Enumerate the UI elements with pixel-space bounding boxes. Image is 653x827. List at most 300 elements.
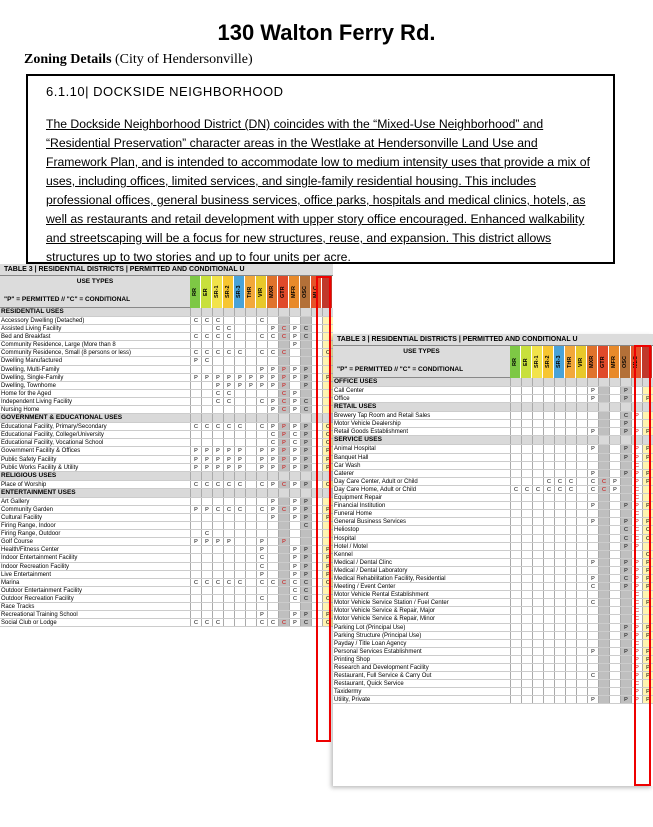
permission-cell [565,599,576,606]
table-row [333,502,653,510]
permission-cell [311,587,322,594]
permission-cell [598,680,609,687]
permission-cell [256,603,267,610]
permission-cell: C [234,506,245,513]
permission-cell [587,551,598,558]
permission-cell [201,563,212,570]
use-label: Day Care Center, Adult or Child [334,478,418,485]
permission-cell: P [267,374,278,381]
permission-cell [510,632,521,639]
permission-cell [543,428,554,435]
permission-cell: P [322,374,333,381]
permission-cell [223,366,234,373]
permission-cell: C [631,640,642,647]
permission-cell: C [212,423,223,430]
use-label: Taxidermy [334,689,362,696]
permission-cell [256,341,267,348]
section-label: RELIGIOUS USES [1,471,57,479]
permission-cell [223,431,234,438]
permission-cell [543,526,554,533]
permission-cell: C [278,398,289,405]
permission-cell [256,390,267,397]
permission-cell: C [543,486,554,493]
use-types-label: USE TYPES [76,278,114,285]
permission-cell: C [201,481,212,488]
permission-cell [598,615,609,622]
permission-cell [521,688,532,695]
zone-column-header: SR-3 [554,346,565,378]
empty-cell [201,489,212,497]
permission-cell: C [256,317,267,324]
permission-cell [543,664,554,671]
table-row [333,462,653,470]
permission-cell: P [620,567,631,574]
table-row [0,374,333,382]
permission-cell [587,591,598,598]
permission-cell: C [278,579,289,586]
permission-cell [245,611,256,618]
permission-cell [554,395,565,402]
permission-cell: C [532,486,543,493]
permission-cell: P [620,648,631,655]
permission-cell [576,599,587,606]
permission-cell [587,510,598,517]
permission-cell [311,571,322,578]
permission-cell [554,559,565,566]
permission-cell: P [631,648,642,655]
permission-cell: P [289,390,300,397]
permission-cell [256,522,267,529]
permission-cell: P [289,464,300,471]
permission-cell: P [322,514,333,521]
permission-cell [190,563,201,570]
use-label: Payday / Title Loan Agency [334,640,407,647]
permission-cell [245,431,256,438]
table-row [333,494,653,502]
permission-cell [521,640,532,647]
permission-cell [620,599,631,606]
permission-cell [576,664,587,671]
permission-cell [543,535,554,542]
permission-cell [554,607,565,614]
permission-cell [543,445,554,452]
permission-cell: P [631,664,642,671]
permission-cell [510,575,521,582]
permission-cell: C [278,619,289,626]
permission-cell: C [278,481,289,488]
permission-cell [201,390,212,397]
zone-column-header: ER [521,346,532,378]
permission-cell: P [631,583,642,590]
permission-cell [278,357,289,364]
permission-cell [598,664,609,671]
permission-cell [278,563,289,570]
permission-cell [532,632,543,639]
permission-cell: P [620,454,631,461]
permission-cell: P [300,514,311,521]
permission-cell: C [201,333,212,340]
permission-cell [322,382,333,389]
permission-cell [278,522,289,529]
table-row [0,579,333,587]
permission-cell [521,445,532,452]
permission-cell [234,538,245,545]
section-label: GOVERNMENT & EDUCATIONAL USES [1,414,123,422]
permission-cell: P [190,456,201,463]
permission-cell [311,464,322,471]
permission-cell: C [212,506,223,513]
empty-cell [245,308,256,316]
permission-cell [565,640,576,647]
permission-cell [223,498,234,505]
permission-cell: P [267,423,278,430]
permission-cell [267,530,278,537]
empty-cell [234,489,245,497]
permission-cell [234,325,245,332]
permission-cell: P [234,374,245,381]
permission-cell [300,357,311,364]
permission-cell [521,518,532,525]
permission-cell [212,603,223,610]
zone-column-header [322,276,333,308]
use-label: Medical / Dental Clinc [334,559,393,566]
empty-cell [278,472,289,480]
permission-cell: P [631,470,642,477]
permission-cell [190,325,201,332]
permission-cell [201,498,212,505]
permission-cell: P [587,518,598,525]
table-row [0,431,333,439]
permission-cell [609,688,620,695]
permission-cell: C [631,510,642,517]
permission-cell [245,579,256,586]
permission-cell [554,640,565,647]
permission-cell [565,696,576,703]
permission-cell [267,546,278,553]
permission-cell: P [322,563,333,570]
permission-cell [234,611,245,618]
permission-cell [554,502,565,509]
permission-cell [543,543,554,550]
permission-cell [289,357,300,364]
residential-table-left [0,264,333,744]
permission-cell: P [587,387,598,394]
permission-cell: C [256,619,267,626]
permission-cell: C [201,357,212,364]
permission-cell [245,398,256,405]
permission-cell: C [223,349,234,356]
permission-cell: P [278,447,289,454]
table-header-row [0,276,333,308]
permission-cell: P [190,464,201,471]
empty-cell [532,378,543,386]
permission-cell: P [267,498,278,505]
use-label: Recreational Training School [1,612,78,619]
permission-cell [245,357,256,364]
permission-cell [322,398,333,405]
permission-cell [543,420,554,427]
permission-cell [521,543,532,550]
permission-cell: P [300,611,311,618]
permission-cell [543,575,554,582]
permission-cell [609,502,620,509]
permission-cell [576,607,587,614]
permission-cell: P [278,382,289,389]
use-label: Heliostop [334,527,360,534]
table-header-row [333,346,653,378]
permission-cell [565,591,576,598]
empty-cell [234,308,245,316]
use-label: Outdoor Recreation Facility [1,595,74,602]
permission-cell: C [256,579,267,586]
permission-cell [565,526,576,533]
permission-cell: C [300,333,311,340]
permission-cell: P [642,624,653,631]
permission-cell: P [289,481,300,488]
permission-cell [521,551,532,558]
empty-cell [289,308,300,316]
permission-cell [565,559,576,566]
permission-cell [510,412,521,419]
permission-cell [190,522,201,529]
permission-cell [642,607,653,614]
permission-cell: P [278,366,289,373]
permission-cell [510,567,521,574]
table-row [0,447,333,455]
permission-cell: P [212,538,223,545]
permission-cell [598,494,609,501]
permission-cell [245,522,256,529]
permission-cell [245,366,256,373]
permission-cell [532,428,543,435]
permission-cell: P [322,464,333,471]
permission-cell: P [620,624,631,631]
permission-cell [311,406,322,413]
permission-cell [587,688,598,695]
permission-cell: C [322,423,333,430]
permission-cell [532,607,543,614]
table-row [0,333,333,341]
permission-cell [510,551,521,558]
table-row [0,423,333,431]
permission-cell: P [267,481,278,488]
permission-cell: C [278,325,289,332]
permission-cell: P [631,656,642,663]
table-row [333,575,653,583]
permission-cell [565,672,576,679]
permission-cell: C [223,333,234,340]
permission-cell [300,390,311,397]
use-label: Parking Lot (Principal Use) [334,624,406,631]
permission-cell: P [190,538,201,545]
permission-cell [598,632,609,639]
permission-cell [543,551,554,558]
permission-cell [311,456,322,463]
permission-cell [532,445,543,452]
permission-cell: P [289,571,300,578]
permission-cell: C [631,535,642,542]
permission-cell [510,624,521,631]
permission-cell [234,522,245,529]
permission-cell [565,543,576,550]
permission-cell [543,680,554,687]
permission-cell: P [587,559,598,566]
permission-cell [311,447,322,454]
permission-cell: C [322,439,333,446]
table-row [333,486,653,494]
permission-cell: P [245,374,256,381]
table-row [0,398,333,406]
permission-cell [300,317,311,324]
permission-cell [598,599,609,606]
permission-cell [234,546,245,553]
permission-cell: C [631,526,642,533]
permission-cell [201,406,212,413]
permission-cell [543,599,554,606]
empty-cell [642,436,653,444]
permission-cell [201,546,212,553]
permission-cell [565,607,576,614]
permission-cell [565,624,576,631]
permission-cell [190,366,201,373]
permission-cell [609,583,620,590]
empty-cell [554,403,565,411]
permission-cell [212,571,223,578]
empty-cell [543,378,554,386]
use-label: Cultural Facility [1,514,43,521]
permission-cell: P [631,672,642,679]
permission-cell [532,470,543,477]
permission-cell: C [587,486,598,493]
table-row [0,498,333,506]
table-row [333,640,653,648]
permission-cell [311,522,322,529]
subtitle-bold: Zoning Details [24,52,112,67]
permission-cell: C [521,486,532,493]
use-label: Day Care Home, Adult or Child [334,486,417,493]
table-row [0,563,333,571]
use-label: Place of Worship [1,481,47,488]
permission-cell [322,522,333,529]
permission-cell [223,619,234,626]
empty-cell [609,403,620,411]
table-row [0,514,333,522]
permission-cell: P [620,559,631,566]
use-label: Call Center [334,388,365,394]
permission-cell [576,420,587,427]
section-row [0,308,333,317]
permission-cell [212,366,223,373]
permission-cell: C [267,579,278,586]
permission-cell [598,510,609,517]
empty-cell [631,403,642,411]
permission-cell [598,624,609,631]
permission-cell [521,696,532,703]
permission-cell: P [289,456,300,463]
table-row [333,535,653,543]
empty-cell [212,308,223,316]
use-label: Outdoor Entertainment Facility [1,587,83,594]
permission-cell [587,567,598,574]
permission-cell [609,656,620,663]
empty-cell [223,414,234,422]
permission-cell [245,333,256,340]
permission-cell [620,462,631,469]
permission-cell [587,607,598,614]
permission-cell [311,349,322,356]
permission-cell [278,595,289,602]
permission-cell [576,551,587,558]
table-row [0,341,333,349]
permission-cell [278,546,289,553]
permission-cell: C [322,595,333,602]
permission-cell [554,632,565,639]
permission-cell [245,406,256,413]
empty-cell [620,436,631,444]
permission-cell [543,395,554,402]
permission-cell: C [300,587,311,594]
permission-cell: P [289,406,300,413]
permission-cell [609,632,620,639]
permission-cell: C [289,595,300,602]
zone-column-header: MLC [311,276,322,308]
permission-cell [576,518,587,525]
permission-cell [223,546,234,553]
permission-cell: C [256,398,267,405]
permission-cell [190,546,201,553]
permission-cell [576,696,587,703]
permission-cell: C [267,431,278,438]
permission-cell: P [278,464,289,471]
section-label: RETAIL USES [334,403,377,411]
permission-cell [609,420,620,427]
permission-cell: P [256,538,267,545]
permission-cell [521,420,532,427]
table-row [333,567,653,575]
use-label: Firing Range, Outdoor [1,531,61,538]
permission-cell [532,387,543,394]
permission-cell: P [300,506,311,513]
empty-cell [278,414,289,422]
permission-cell: P [642,632,653,639]
permission-cell [245,619,256,626]
table-row [333,412,653,420]
permission-cell: C [642,551,653,558]
permission-cell [311,398,322,405]
table-row [0,530,333,538]
permission-cell [322,317,333,324]
permission-cell: P [289,366,300,373]
use-label: Educational Facility, Primary/Secondary [1,424,107,431]
empty-cell [543,436,554,444]
permission-cell [190,498,201,505]
use-label: Community Garden [1,506,54,513]
permission-cell [609,445,620,452]
permission-cell [554,696,565,703]
permission-cell [289,349,300,356]
permission-cell: C [322,349,333,356]
permission-cell [609,696,620,703]
permission-cell [565,688,576,695]
permission-cell: C [212,349,223,356]
permission-cell [234,530,245,537]
permission-cell [565,648,576,655]
permission-cell [521,615,532,622]
permission-cell [278,587,289,594]
permission-cell [532,624,543,631]
permission-cell [212,514,223,521]
permission-cell: C [631,494,642,501]
